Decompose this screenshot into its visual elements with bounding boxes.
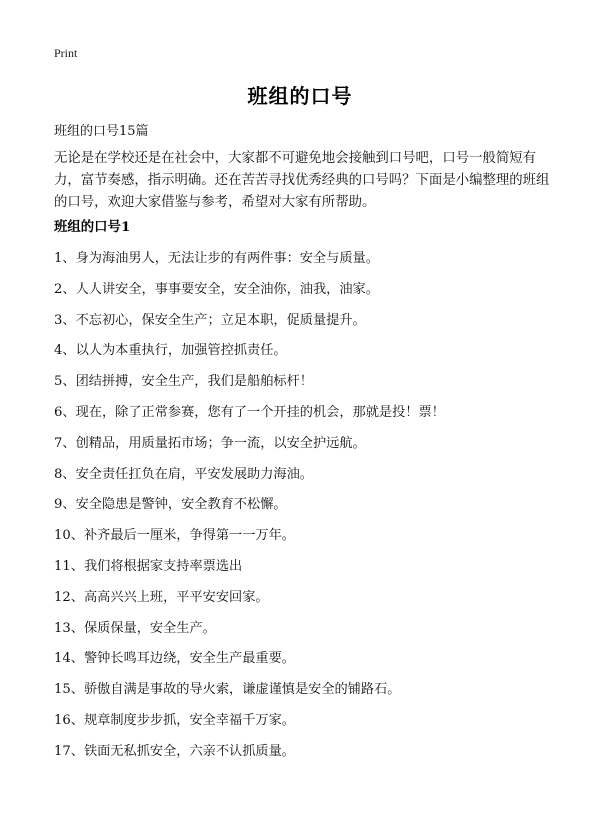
slogan-item: 8、安全责任扛负在肩，平安发展助力海油。 bbox=[54, 466, 313, 482]
slogan-item: 6、现在，除了正常参赛，您有了一个开挂的机会，那就是投！票！ bbox=[54, 404, 445, 420]
slogan-item: 5、团结拼搏，安全生产，我们是船舶标杆！ bbox=[54, 374, 313, 390]
slogan-item: 7、创精品，用质量拓市场；争一流，以安全护远航。 bbox=[54, 435, 366, 451]
slogan-item: 16、规章制度步步抓，安全幸福千万家。 bbox=[54, 712, 295, 728]
slogan-item: 12、高高兴兴上班，平平安安回家。 bbox=[54, 589, 269, 605]
print-link[interactable]: Print bbox=[54, 46, 78, 60]
slogan-item: 13、保质保量，安全生产。 bbox=[54, 620, 216, 636]
slogan-item: 17、铁面无私抓安全，六亲不认抓质量。 bbox=[54, 743, 295, 759]
article-subtitle: 班组的口号15篇 bbox=[54, 124, 149, 139]
slogan-item: 11、我们将根据家支持率票选出 bbox=[54, 558, 243, 574]
slogan-item: 2、人人讲安全，事事要安全，安全油你，油我，油家。 bbox=[54, 281, 379, 297]
page-title: 班组的口号 bbox=[247, 84, 353, 108]
slogan-item: 9、安全隐患是警钟，安全教育不松懈。 bbox=[54, 497, 287, 513]
slogan-item: 3、不忘初心，保安全生产；立足本职，促质量提升。 bbox=[54, 312, 366, 328]
slogan-item: 4、以人为本重执行，加强管控抓责任。 bbox=[54, 343, 287, 359]
slogan-list bbox=[54, 244, 554, 768]
slogan-item: 1、身为海油男人，无法让步的有两件事：安全与质量。 bbox=[54, 251, 379, 266]
slogan-item: 15、骄傲自满是事故的导火索，谦虚谨慎是安全的铺路石。 bbox=[54, 682, 401, 698]
intro-paragraph: 无论是在学校还是在社会中，大家都不可避免地会接触到口号吧，口号一般简短有力，富节奏感，指示明确。还在苦苦寻找优秀经典的口号吗？下面是小编整理的班组的口号，欢迎大家借鉴与参考，希望对大家有所帮助。 bbox=[54, 151, 550, 210]
slogan-item: 10、补齐最后一厘米，争得第一一万年。 bbox=[54, 528, 295, 544]
section-heading: 班组的口号1 bbox=[54, 219, 131, 235]
slogan-item: 14、警钟长鸣耳边绕，安全生产最重要。 bbox=[54, 651, 295, 667]
